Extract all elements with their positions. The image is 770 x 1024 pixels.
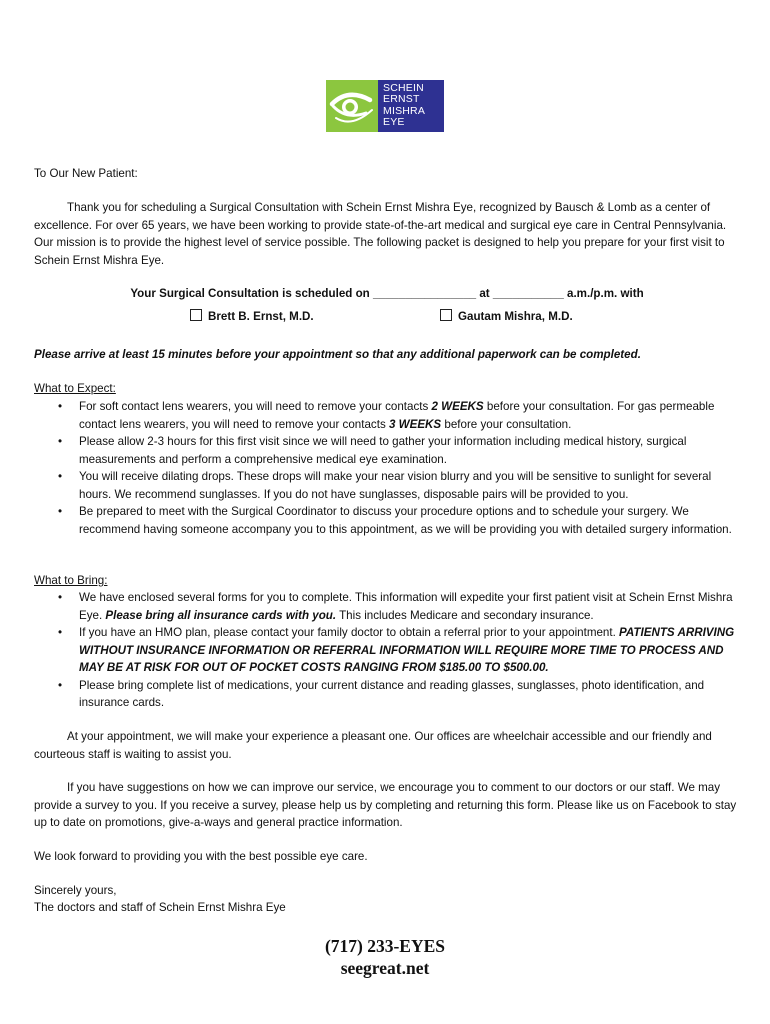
list-item: • For soft contact lens wearers, you will need to remove your contacts 2 WEEKS before your consultation. For gas permeable contact lens wearers, you will need to remove your contacts 3 WEEKS before your consultation. [58, 400, 715, 431]
practice-logo [326, 80, 444, 132]
list-item: • Be prepared to meet with the Surgical Coordinator to discuss your procedure options and to schedule your surgery. We recommend having someone accompany you to this appointment, as we will be providing you with detailed surgery information. [58, 505, 732, 536]
bullet-icon: • [58, 505, 63, 518]
doctor-option-mishra [440, 309, 573, 323]
intro-paragraph: Thank you for scheduling a Surgical Consultation with Schein Ernst Mishra Eye, recognized by Bausch & Lomb as a center of excellence. For over 65 years, we have been working to provide state-of-the-art medical and surgical eye care in Central Pennsylvania. Our mission is to provide the highest level of service possible. The following packet is designed to help you prepare for your first visit to Schein Ernst Mishra Eye. [34, 201, 727, 267]
scheduled-line: Your Surgical Consultation is scheduled on ________________ at ___________ a.m./p.m. with [130, 287, 644, 300]
bring-list [34, 589, 740, 712]
bullet-icon: • [58, 435, 63, 448]
closing: Sincerely yours, [34, 884, 117, 897]
doctor-name: Brett B. Ernst, M.D. [208, 310, 314, 323]
checkbox-icon [440, 309, 452, 321]
logo-line: ERNST [383, 93, 420, 106]
list-item: • We have enclosed several forms for you to complete. This information will expedite your first patient visit at Schein Ernst Mishra Eye. Please bring all insurance cards with you. This includes Medicare and secondary insurance. [58, 591, 733, 622]
bullet-icon: • [58, 470, 63, 483]
bullet-icon: • [58, 678, 63, 692]
doctor-option-ernst [190, 309, 314, 323]
list-item: • You will receive dilating drops. These drops will make your near vision blurry and you will be sensitive to sunlight for several hours. We recommend sunglasses. If you do not have sunglasses, disposable pairs will be provided to you. [58, 470, 712, 501]
website: seegreat.net [340, 958, 430, 978]
bullet-icon: • [58, 591, 63, 604]
logo-line: SCHEIN [383, 82, 424, 94]
suggestions-paragraph: If you have suggestions on how we can improve our service, we encourage you to comment to our doctors or our staff. We may provide a survey to you. If you receive a survey, please help us by completing and returning this form. Please like us on Facebook to stay up to date on promotions, give-a-ways and general practice information. [34, 781, 737, 829]
list-item: • Please bring complete list of medications, your current distance and reading glasses, sunglasses, photo identification, and insurance cards. [58, 678, 705, 709]
bring-heading: What to Bring: [34, 574, 108, 587]
logo-eye-panel [326, 80, 378, 132]
expect-list [34, 398, 740, 538]
list-item: • If you have an HMO plan, please contact your family doctor to obtain a referral prior to your appointment. PATIENTS ARRIVING WITHOUT INSURANCE INFORMATION OR REFERRAL INFORMATION WILL REQUIRE MORE TIME TO PROCESS AND MAY BE AT RISK FOR OUT OF POCKET COSTS RANGING FROM $185.00 TO $500.00. [58, 626, 735, 674]
logo-wordmark [378, 80, 444, 132]
look-forward-line: We look forward to providing you with the best possible eye care. [34, 850, 368, 863]
phone-number: (717) 233-EYES [324, 936, 446, 956]
signoff: The doctors and staff of Schein Ernst Mishra Eye [34, 901, 286, 914]
checkbox-icon [190, 309, 202, 321]
arrive-note: Please arrive at least 15 minutes before your appointment so that any additional paperwork can be completed. [34, 348, 641, 361]
expect-heading: What to Expect: [34, 382, 116, 395]
logo-line: MISHRA [383, 104, 426, 117]
appointment-paragraph: At your appointment, we will make your experience a pleasant one. Our offices are wheelchair accessible and our friendly and courteous staff is waiting to assist you. [34, 730, 712, 761]
logo-line: EYE [383, 115, 405, 128]
list-item: • Please allow 2-3 hours for this first visit since we will need to gather your information including medical history, surgical measurements and perform a comprehensive medical eye examination. [58, 435, 687, 466]
eye-icon [326, 80, 378, 132]
doctor-name: Gautam Mishra, M.D. [458, 310, 573, 323]
bullet-icon: • [58, 400, 63, 413]
bullet-icon: • [58, 626, 63, 639]
greeting: To Our New Patient: [34, 167, 138, 180]
